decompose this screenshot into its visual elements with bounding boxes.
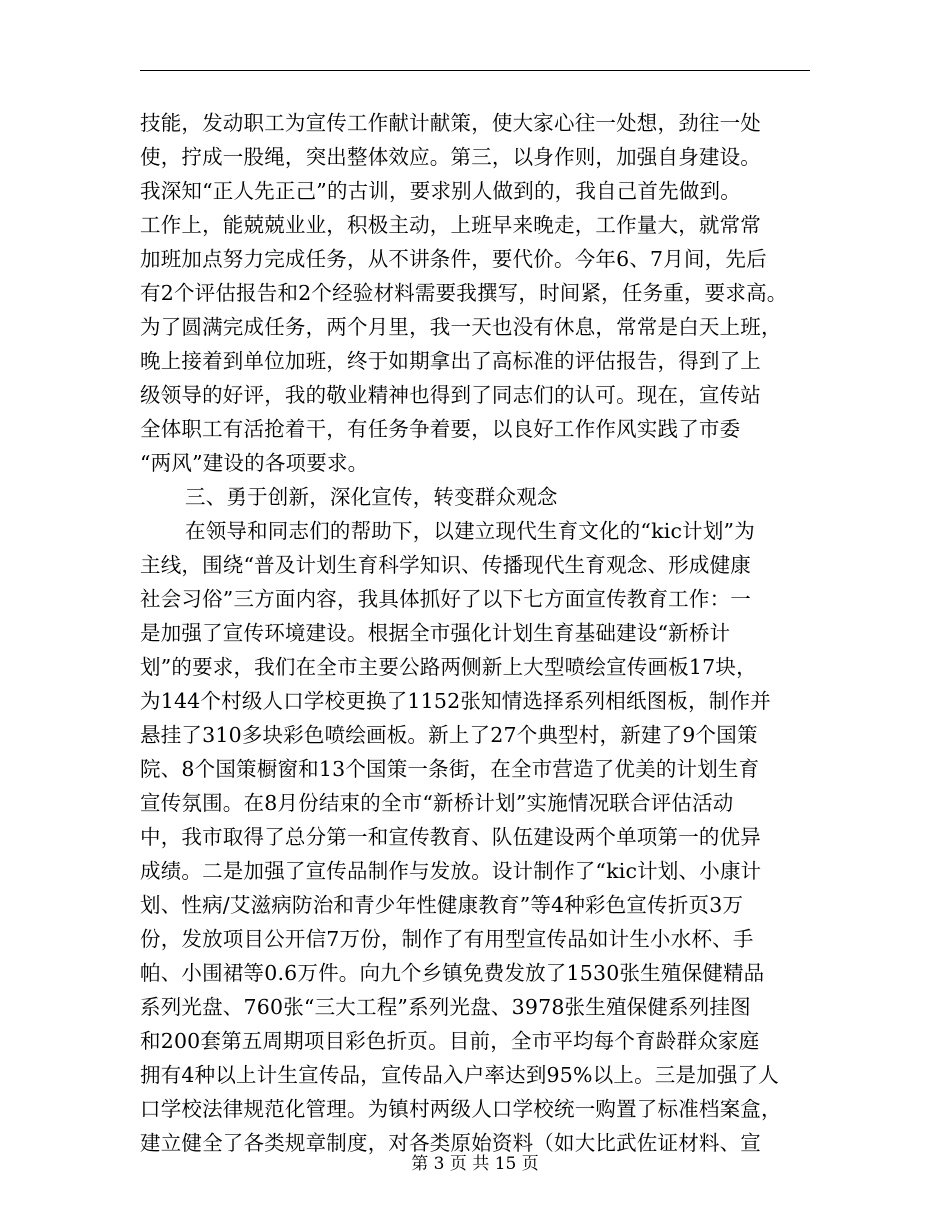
text-line: 中，我市取得了总分第一和宣传教育、队伍建设两个单项第一的优异 (140, 825, 761, 849)
text-line: 技能，发动职工为宣传工作献计献策，使大家心往一处想，劲往一处 (140, 111, 761, 135)
page-footer: 第 3 页 共 15 页 (411, 1154, 539, 1174)
header-rule (140, 70, 810, 71)
text-line: 口学校法律规范化管理。为镇村两级人口学校统一购置了标准档案盒， (140, 1097, 782, 1121)
text-line: 划、性病/艾滋病防治和青少年性健康教育”等4种彩色宣传折页3万 (140, 893, 744, 917)
section-heading: 三、勇于创新，深化宣传，转变群众观念 (185, 485, 558, 509)
text-line: 份，发放项目公开信7万份，制作了有用型宣传品如计生小水杯、手 (140, 927, 754, 951)
text-line: 悬挂了310多块彩色喷绘画板。新上了27个典型村，新建了9个国策 (140, 723, 758, 747)
text-line: 为144个村级人口学校更换了1152张知情选择系列相纸图板，制作并 (140, 689, 771, 713)
text-line: 使，拧成一股绳，突出整体效应。第三，以身作则，加强自身建设。 (140, 145, 761, 169)
text-line: 划”的要求，我们在全市主要公路两侧新上大型喷绘宣传画板17块， (140, 655, 757, 679)
text-line: 级领导的好评，我的敬业精神也得到了同志们的认可。现在，宣传站 (140, 383, 761, 407)
text-line: 是加强了宣传环境建设。根据全市强化计划生育基础建设“新桥计 (140, 621, 731, 645)
text-line: 成绩。二是加强了宣传品制作与发放。设计制作了“kic计划、小康计 (140, 859, 762, 883)
text-line: 建立健全了各类规章制度，对各类原始资料（如大比武佐证材料、宣 (140, 1131, 761, 1155)
text-line: 院、8个国策橱窗和13个国策一条街，在全市营造了优美的计划生育 (140, 757, 760, 781)
text-line: 宣传氛围。在8月份结束的全市“新桥计划”实施情况联合评估活动 (140, 791, 734, 815)
text-line: 全体职工有活抢着干，有任务争着要，以良好工作作风实践了市委 (140, 417, 741, 441)
text-line: 晚上接着到单位加班，终于如期拿出了高标准的评估报告，得到了上 (140, 349, 761, 373)
text-line: 帕、小围裙等0.6万件。向九个乡镇免费发放了1530张生殖保健精品 (140, 961, 765, 985)
text-line: 拥有4种以上计生宣传品，宣传品入户率达到95%以上。三是加强了人 (140, 1063, 780, 1087)
text-line: 和200套第五周期项目彩色折页。目前，全市平均每个育龄群众家庭 (140, 1029, 760, 1053)
text-line: 有2个评估报告和2个经验材料需要我撰写，时间紧，任务重，要求高。 (140, 281, 788, 305)
text-line: “两风”建设的各项要求。 (140, 451, 369, 475)
text-line: 社会习俗”三方面内容，我具体抓好了以下七方面宣传教育工作：一 (140, 587, 751, 611)
text-line: 我深知“正人先正己”的古训，要求别人做到的，我自己首先做到。 (140, 179, 741, 203)
text-line: 主线，围绕“普及计划生育科学知识、传播现代生育观念、形成健康 (140, 553, 751, 577)
text-line: 加班加点努力完成任务，从不讲条件，要代价。今年6、7月间，先后 (140, 247, 767, 271)
text-line: 工作上，能兢兢业业，积极主动，上班早来晚走，工作量大，就常常 (140, 213, 761, 237)
text-line: 系列光盘、760张“三大工程”系列光盘、3978张生殖保健系列挂图 (140, 995, 751, 1019)
text-line: 为了圆满完成任务，两个月里，我一天也没有休息，常常是白天上班， (140, 315, 782, 339)
text-line: 在领导和同志们的帮助下，以建立现代生育文化的“kic计划”为 (185, 519, 755, 543)
